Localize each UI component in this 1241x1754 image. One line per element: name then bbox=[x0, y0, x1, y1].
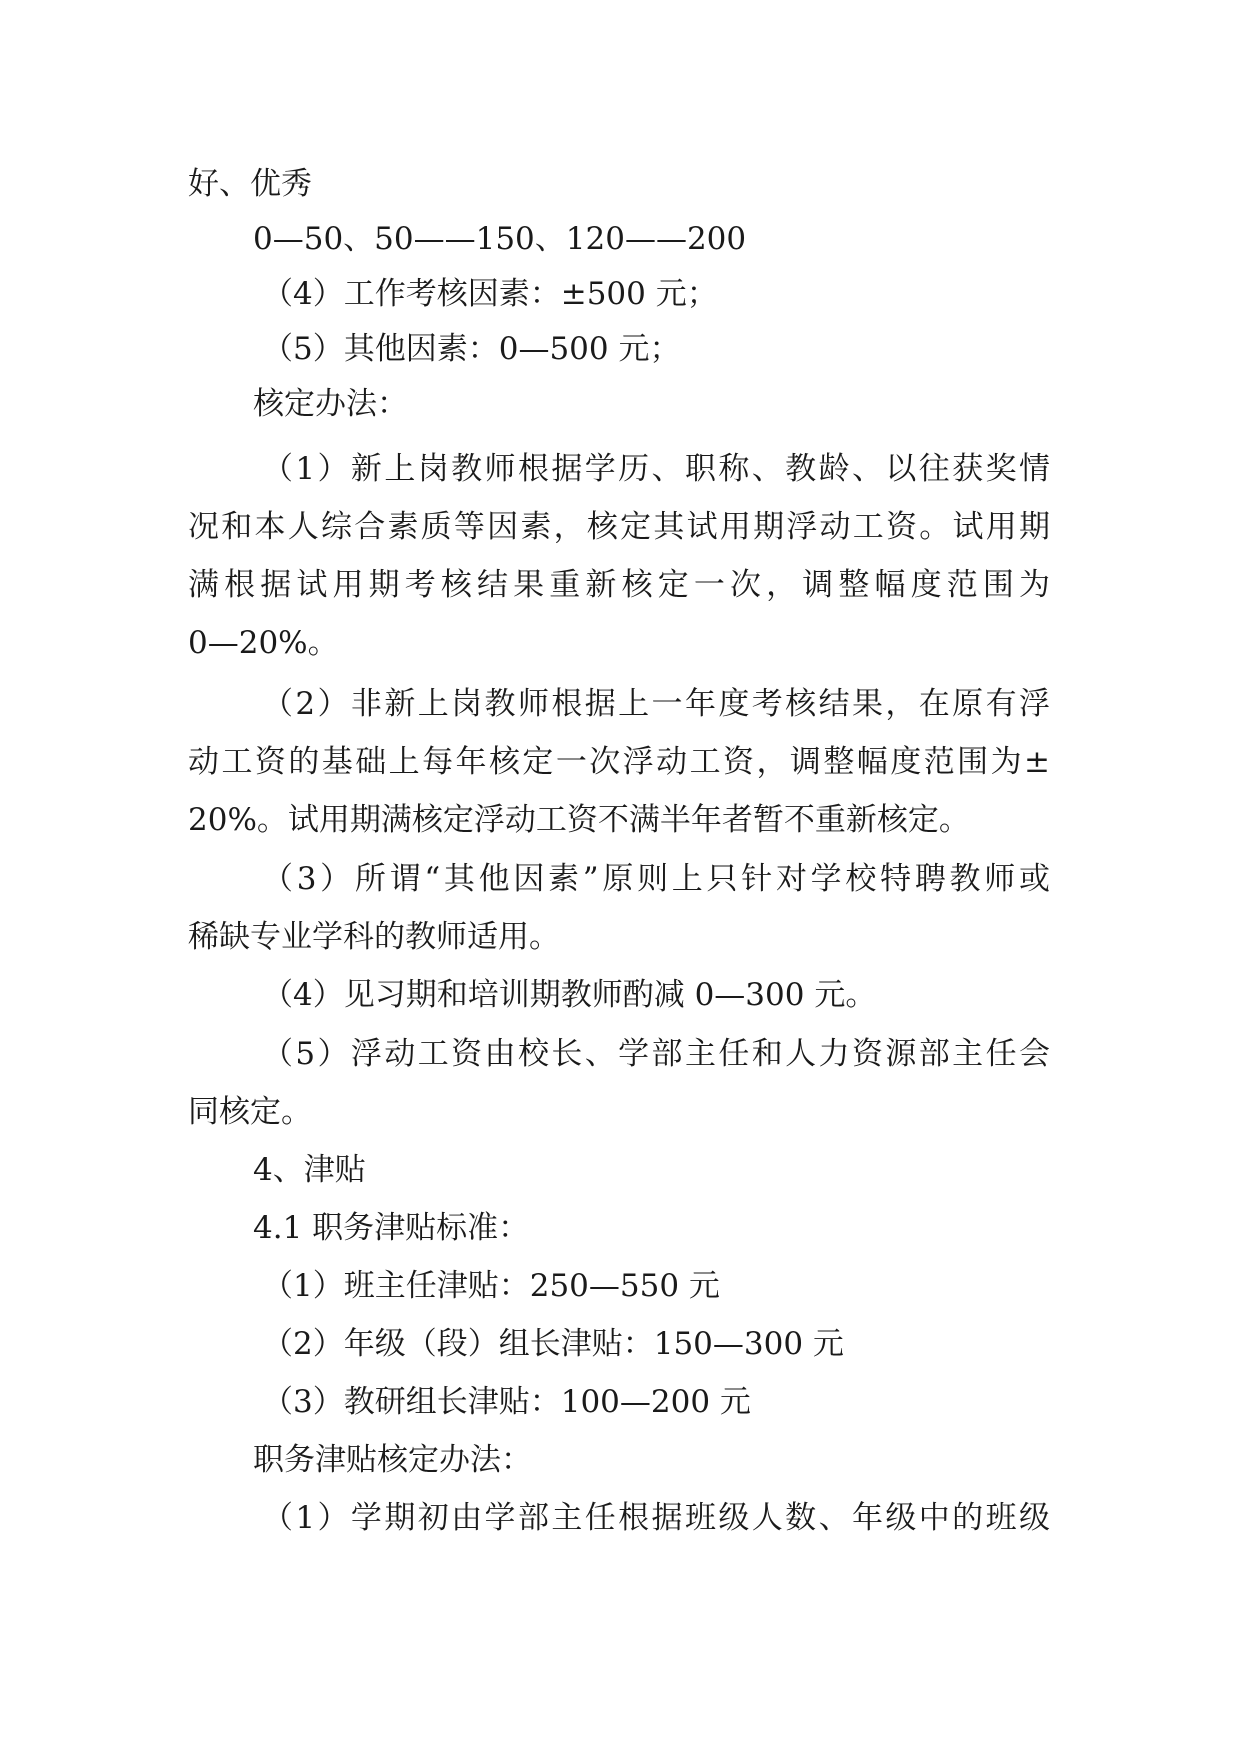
text-line: 好、优秀 bbox=[188, 166, 312, 202]
text-line: （4）工作考核因素：±500 元； bbox=[262, 276, 718, 312]
text-line: （4）见习期和培训期教师酌减 0—300 元。 bbox=[262, 977, 877, 1013]
text-line: 同核定。 bbox=[188, 1094, 312, 1130]
text-line: 动工资的基础上每年核定一次浮动工资，调整幅度范围为± bbox=[188, 744, 1050, 780]
text-line: （1）班主任津贴：250—550 元 bbox=[262, 1268, 720, 1304]
text-line: （1）学期初由学部主任根据班级人数、年级中的班级 bbox=[262, 1500, 1050, 1536]
text-line: 20%。试用期满核定浮动工资不满半年者暂不重新核定。 bbox=[188, 802, 970, 838]
text-line: 稀缺专业学科的教师适用。 bbox=[188, 919, 560, 955]
text-line: （3）所谓“其他因素”原则上只针对学校特聘教师或 bbox=[262, 861, 1050, 897]
text-line: 满根据试用期考核结果重新核定一次，调整幅度范围为 bbox=[188, 567, 1050, 603]
text-line: 核定办法： bbox=[253, 386, 408, 422]
text-line: （2）非新上岗教师根据上一年度考核结果，在原有浮 bbox=[262, 686, 1050, 722]
text-line: 职务津贴核定办法： bbox=[253, 1442, 532, 1478]
text-line: 4.1 职务津贴标准： bbox=[253, 1210, 530, 1246]
text-line: （1）新上岗教师根据学历、职称、教龄、以往获奖情 bbox=[262, 451, 1050, 487]
text-line: （5）浮动工资由校长、学部主任和人力资源部主任会 bbox=[262, 1036, 1050, 1072]
text-line: 况和本人综合素质等因素，核定其试用期浮动工资。试用期 bbox=[188, 509, 1050, 545]
text-line: 0—20%。 bbox=[188, 625, 339, 661]
text-line: 0—50、50——150、120——200 bbox=[253, 221, 747, 257]
text-line: 4、津贴 bbox=[253, 1152, 366, 1188]
text-line: （5）其他因素：0—500 元； bbox=[262, 331, 681, 367]
text-line: （3）教研组长津贴：100—200 元 bbox=[262, 1384, 751, 1420]
text-line: （2）年级（段）组长津贴：150—300 元 bbox=[262, 1326, 844, 1362]
